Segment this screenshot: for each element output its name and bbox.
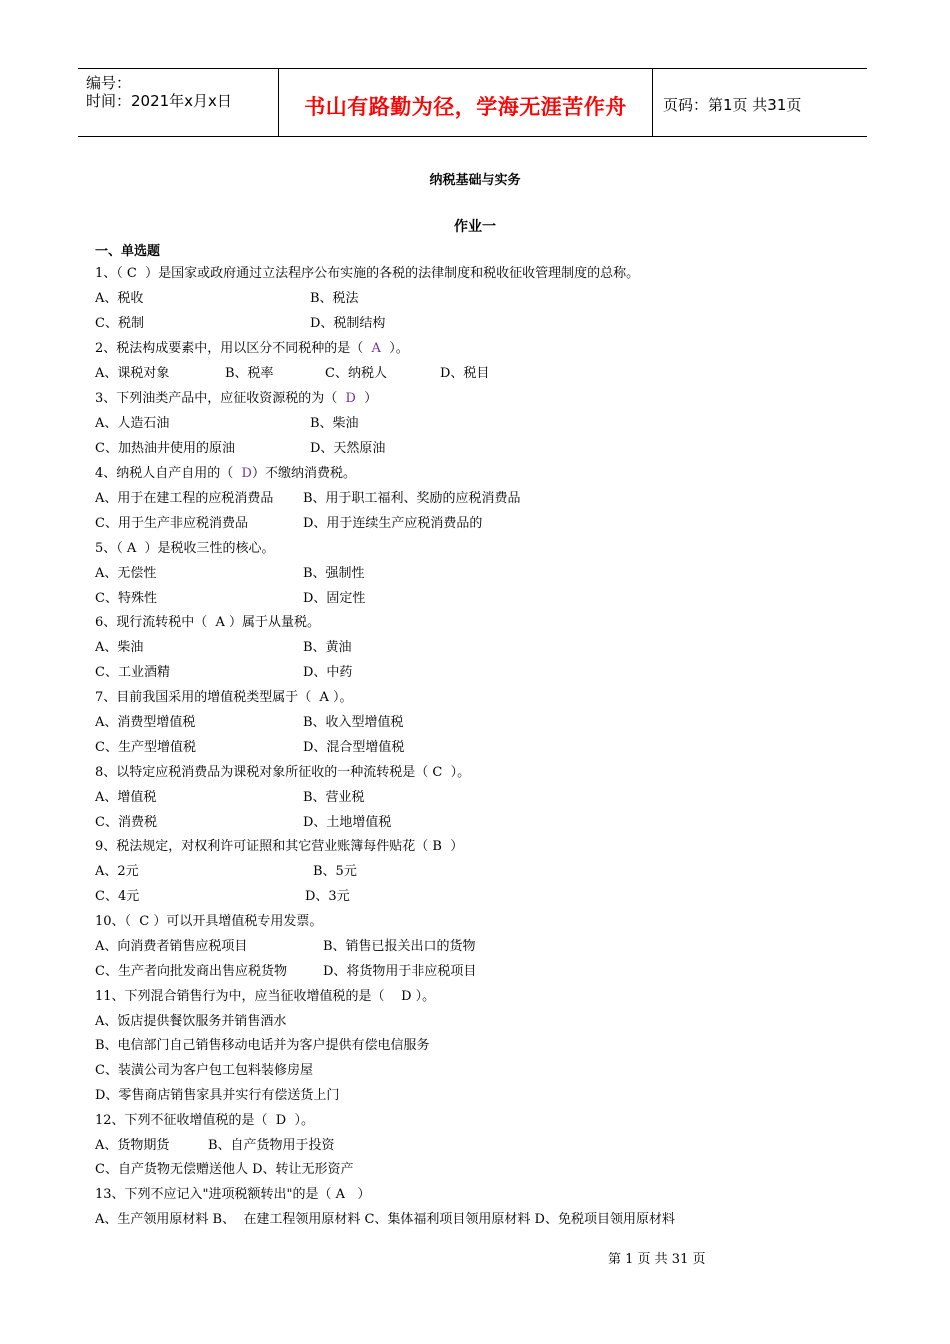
q3-option-d: D、天然原油: [310, 441, 386, 456]
question-9: 9、税法规定，对权利许可证照和其它营业账簿每件贴花（ B ）: [95, 839, 464, 854]
q3-option-a: A、人造石油: [95, 416, 170, 431]
question-3: [95, 391, 377, 407]
q5-option-b: B、强制性: [303, 566, 365, 581]
q7-option-b: B、收入型增值税: [303, 715, 404, 730]
page-footer: 第 1 页 共 31 页: [608, 1252, 706, 1267]
q5-option-c: C、特殊性: [95, 591, 157, 606]
q8-option-a: A、增值税: [95, 790, 157, 805]
q9-option-d: D、3元: [305, 889, 350, 904]
q2-option-c: C、纳税人: [325, 366, 387, 381]
q2-option-d: D、税目: [440, 366, 490, 381]
page-header: [78, 68, 867, 137]
q3-option-b: B、柴油: [310, 416, 359, 431]
question-7: 7、目前我国采用的增值税类型属于（ A ）。: [95, 690, 353, 705]
header-motto: 书山有路勤为径，学海无涯苦作舟: [304, 95, 627, 119]
q8-option-d: D、土地增值税: [303, 815, 392, 830]
q1-option-c: C、税制: [95, 316, 144, 331]
question-12: 12、下列不征收增值税的是（ D ）。: [95, 1113, 314, 1128]
question-4: [95, 466, 356, 482]
q1-option-a: A、税收: [95, 291, 144, 306]
header-center-cell: [278, 69, 653, 136]
question-8: 8、以特定应税消费品为课税对象所征收的一种流转税是（ C ）。: [95, 765, 471, 780]
document-number-label: 编号：: [86, 74, 132, 92]
question-1: 1、（ C ）是国家或政府通过立法程序公布实施的各税的法律制度和税收征收管理制度的总称。: [95, 266, 640, 281]
document-title: 纳税基础与实务: [429, 173, 521, 188]
q7-option-a: A、消费型增值税: [95, 715, 196, 730]
header-left-cell: [78, 69, 278, 136]
section-title: 一、单选题: [95, 244, 161, 259]
q10-option-c: C、生产者向批发商出售应税货物: [95, 964, 287, 979]
q12-option-b: B、自产货物用于投资: [208, 1138, 335, 1153]
q11-option-d: D、零售商店销售家具并实行有偿送货上门: [95, 1088, 340, 1103]
header-right-cell: [653, 69, 867, 136]
q4-option-a: A、用于在建工程的应税消费品: [95, 491, 274, 506]
q9-option-a: A、2元: [95, 864, 139, 879]
header-page-code: 页码：第1页 共31页: [663, 96, 802, 114]
question-6: 6、现行流转税中（ A ）属于从量税。: [95, 615, 321, 630]
q11-option-b: B、电信部门自己销售移动电话并为客户提供有偿电信服务: [95, 1038, 430, 1053]
question-11: 11、下列混合销售行为中，应当征收增值税的是（ D ）。: [95, 989, 436, 1004]
q9-option-c: C、4元: [95, 889, 140, 904]
q6-option-d: D、中药: [303, 665, 353, 680]
q6-option-b: B、黄油: [303, 640, 352, 655]
q3-text-end: ）: [355, 391, 378, 406]
q12-option-a: A、货物期货: [95, 1138, 170, 1153]
q4-answer: D: [241, 466, 252, 481]
q11-option-c: C、装潢公司为客户包工包料装修房屋: [95, 1063, 313, 1078]
document-date-label: 时间：2021年x月x日: [86, 92, 232, 110]
q4-option-b: B、用于职工福利、奖励的应税消费品: [303, 491, 521, 506]
q2-text: 2、税法构成要素中，用以区分不同税种的是（: [95, 341, 372, 356]
q3-answer: D: [345, 391, 356, 406]
q5-option-d: D、固定性: [303, 591, 366, 606]
q6-option-c: C、工业酒精: [95, 665, 170, 680]
question-2: [95, 341, 409, 357]
q4-text-end: ）不缴纳消费税。: [251, 466, 356, 481]
q2-option-b: B、税率: [225, 366, 274, 381]
q3-option-c: C、加热油井使用的原油: [95, 441, 235, 456]
q13-options: A、生产领用原材料 B、 在建工程领用原材料 C、集体福利项目领用原材料 D、免税项目领用原材料: [95, 1212, 675, 1227]
q4-option-c: C、用于生产非应税消费品: [95, 516, 248, 531]
q1-option-d: D、税制结构: [310, 316, 386, 331]
q2-text-end: ）。: [380, 341, 409, 356]
homework-title: 作业一: [454, 219, 496, 235]
q2-option-a: A、课税对象: [95, 366, 170, 381]
q5-option-a: A、无偿性: [95, 566, 157, 581]
q9-option-b: B、5元: [313, 864, 357, 879]
question-13: 13、下列不应记入"进项税额转出"的是（ A ）: [95, 1187, 371, 1202]
q8-option-c: C、消费税: [95, 815, 157, 830]
question-10: 10、（ C ）可以开具增值税专用发票。: [95, 914, 323, 929]
q10-option-a: A、向消费者销售应税项目: [95, 939, 248, 954]
q7-option-c: C、生产型增值税: [95, 740, 196, 755]
question-5: 5、（ A ）是税收三性的核心。: [95, 541, 275, 556]
q4-option-d: D、用于连续生产应税消费品的: [303, 516, 483, 531]
q3-text: 3、下列油类产品中，应征收资源税的为（: [95, 391, 346, 406]
q11-option-a: A、饭店提供餐饮服务并销售酒水: [95, 1014, 287, 1029]
q10-option-d: D、将货物用于非应税项目: [323, 964, 477, 979]
q2-answer: A: [371, 341, 381, 356]
q12-options-c-d: C、自产货物无偿赠送他人 D、转让无形资产: [95, 1162, 354, 1177]
q6-option-a: A、柴油: [95, 640, 144, 655]
q1-option-b: B、税法: [310, 291, 359, 306]
q4-text: 4、纳税人自产自用的（: [95, 466, 242, 481]
q8-option-b: B、营业税: [303, 790, 365, 805]
q10-option-b: B、销售已报关出口的货物: [323, 939, 476, 954]
q7-option-d: D、混合型增值税: [303, 740, 405, 755]
